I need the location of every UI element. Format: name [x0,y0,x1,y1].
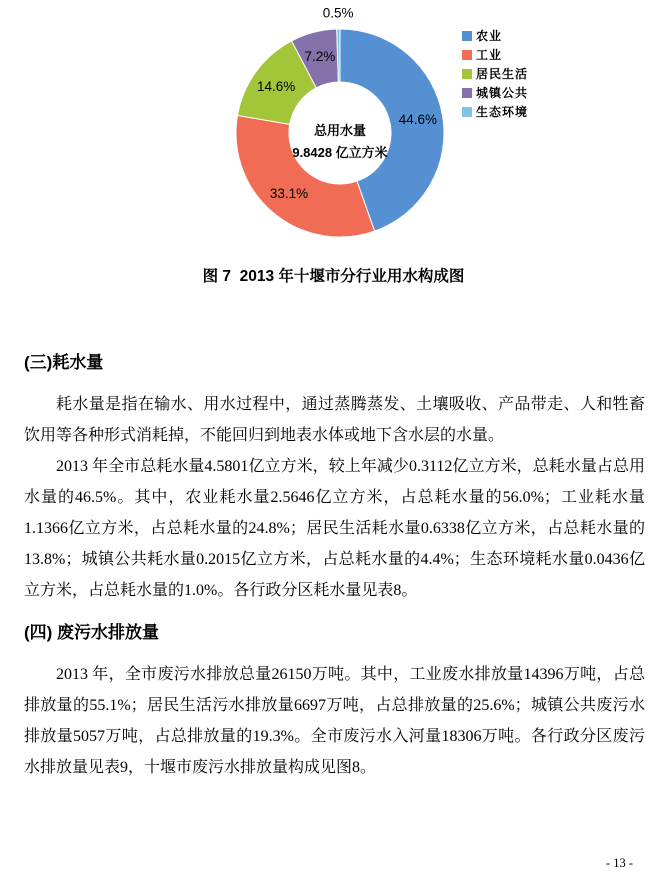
legend-label: 工业 [476,48,503,62]
legend-swatch-icon [462,69,472,79]
legend-item-3 [462,64,528,83]
slice-label-2: 33.1% [269,185,309,201]
legend-item-4 [462,83,528,102]
legend-swatch-icon [462,31,472,41]
donut-center-value: 9.8428 亿立方米 [292,145,388,160]
slice-label-1: 44.6% [398,112,438,128]
legend-label: 生态环境 [476,105,529,119]
legend-item-5 [462,102,528,121]
legend-item-1 [462,26,528,45]
chart-legend [462,26,528,121]
water-use-chart [0,0,667,250]
paragraph-consumption-definition: 耗水量是指在输水、用水过程中，通过蒸腾蒸发、土壤吸收、产品带走、人和牲畜饮用等各种形式消耗掉，不能回归到地表水体或地下含水层的水量。 [24,396,645,444]
slice-label-5: 0.5% [322,5,354,21]
paragraph-wastewater-statistics: 2013 年，全市废污水排放总量26150万吨。其中，工业废水排放量14396万吨，占总排放量的55.1%；居民生活污水排放量6697万吨，占总排放量的25.6%；城镇公共废污水排放量5057万吨，占总排放量的19.3%。全市废污水入河量18306万吨。各行政分区废污水排放量见表9，十堰市废污水排放量构成见图8。 [24,666,645,776]
section-water-consumption [24,348,645,606]
donut-center-title: 总用水量 [313,123,367,138]
figure-caption: 图 7 2013 年十堰市分行业用水构成图 [202,268,465,285]
section-wastewater-discharge [24,618,645,783]
legend-label: 农业 [476,29,503,43]
legend-item-2 [462,45,528,64]
paragraph-consumption-statistics: 2013 年全市总耗水量4.5801亿立方米，较上年减少0.3112亿立方米，总耗水量占总用水量的46.5%。其中，农业耗水量2.5646亿立方米，占总耗水量的56.0%；工业耗水量1.1366亿立方米，占总耗水量的24.8%；居民生活耗水量0.6338亿立方米，占总耗水量的13.8%；城镇公共耗水量0.2015亿立方米，占总耗水量的4.4%；生态环境耗水量0.0436亿立方米，占总耗水量的1.0%。各行政分区耗水量见表8。 [24,458,645,599]
legend-swatch-icon [462,107,472,117]
donut-chart-svg [0,0,667,250]
legend-swatch-icon [462,50,472,60]
slice-label-4: 7.2% [304,49,336,65]
legend-label: 居民生活 [476,67,529,81]
section-heading-consumption: (三)耗水量 [24,353,104,372]
legend-label: 城镇公共 [476,86,529,100]
slice-label-3: 14.6% [256,79,296,94]
section-heading-wastewater: (四) 废污水排放量 [24,623,160,642]
legend-swatch-icon [462,88,472,98]
document-body [24,348,645,783]
page-number: - 13 - [605,856,633,870]
